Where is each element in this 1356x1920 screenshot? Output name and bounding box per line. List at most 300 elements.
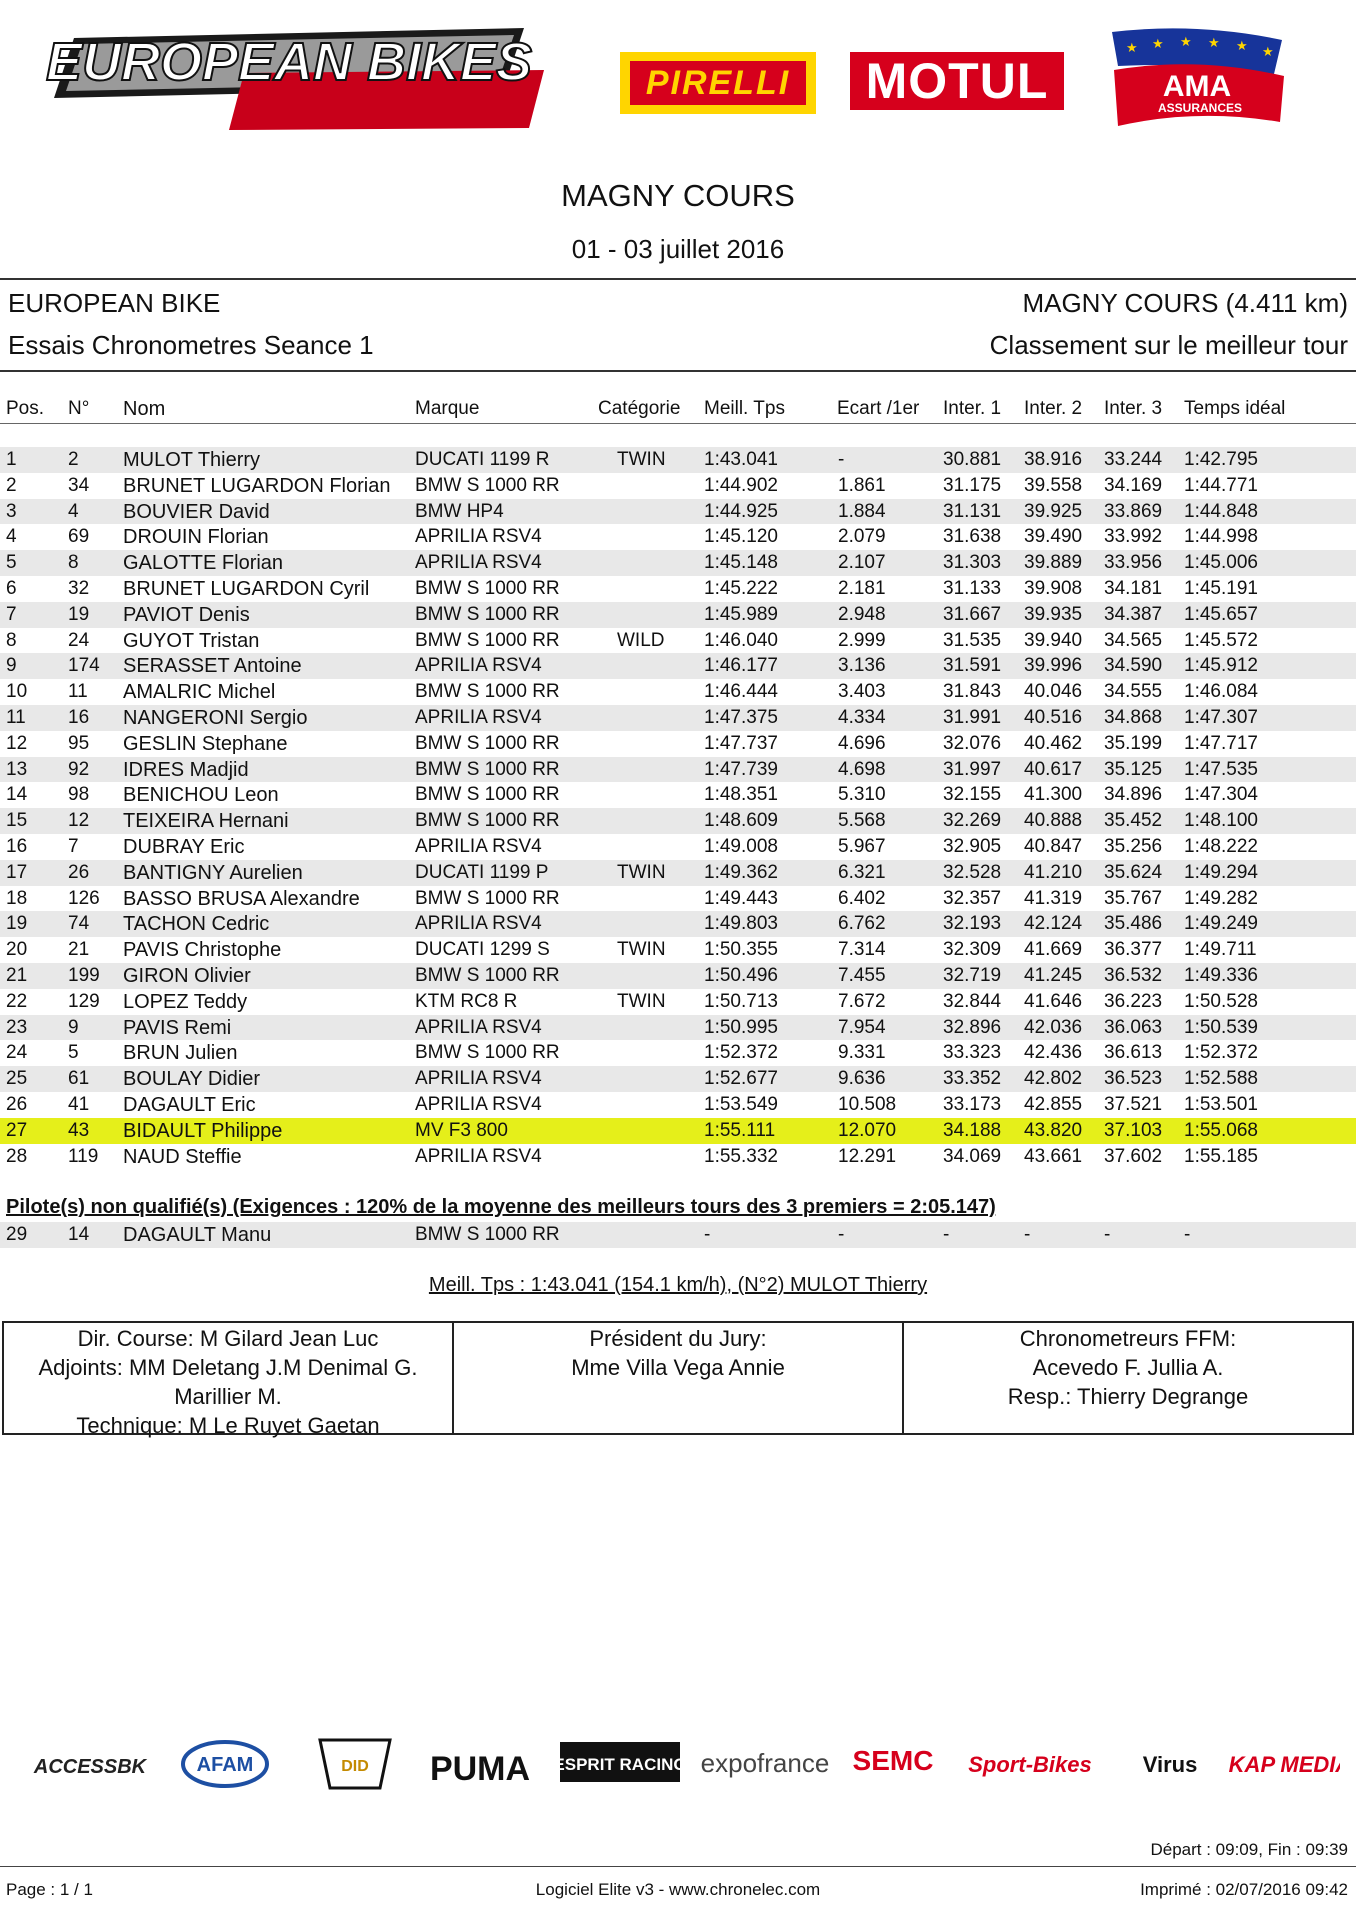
cell-num: 69 — [68, 526, 90, 548]
cell-nom: DROUIN Florian — [123, 526, 269, 549]
cell-inter3: 36.532 — [1104, 965, 1163, 986]
cell-marque: BMW S 1000 RR — [415, 474, 560, 496]
software-credit: Logiciel Elite v3 - www.chronelec.com — [535, 1880, 821, 1899]
cell-inter3: 36.223 — [1104, 990, 1163, 1012]
table-row — [0, 886, 1356, 912]
cell-pos: 29 — [6, 1224, 28, 1245]
cell-num: 5 — [68, 1042, 79, 1064]
svg-text:★: ★ — [1262, 45, 1274, 60]
cell-inter1: 31.843 — [943, 681, 1002, 703]
cell-inter2: 39.490 — [1024, 526, 1083, 548]
cell-inter2: 40.046 — [1024, 681, 1083, 703]
cell-marque: APRILIA RSV4 — [415, 707, 542, 728]
cell-num: 9 — [68, 1016, 79, 1038]
cell-inter2: 41.300 — [1024, 784, 1083, 806]
cell-inter2: 39.908 — [1024, 578, 1083, 599]
cell-pos: 23 — [6, 1016, 28, 1038]
cell-inter2: 43.820 — [1024, 1119, 1083, 1141]
table-row — [0, 989, 1356, 1015]
cell-inter1: 32.155 — [943, 784, 1002, 806]
cell-meill: 1:48.351 — [704, 784, 778, 806]
cell-inter3: 33.244 — [1104, 449, 1163, 470]
cell-ecart: 6.402 — [838, 887, 886, 909]
cell-ecart: 1.861 — [838, 474, 886, 496]
cell-inter1: 34.069 — [943, 1145, 1002, 1167]
cell-marque: MV F3 800 — [415, 1119, 508, 1141]
page-title: MAGNY COURS — [561, 178, 795, 213]
cell-meill: 1:46.040 — [704, 629, 778, 651]
cell-num: 98 — [68, 784, 90, 806]
table-row — [0, 911, 1356, 937]
cell-inter1: 33.173 — [943, 1094, 1002, 1115]
cell-ideal: 1:45.006 — [1184, 552, 1258, 574]
cell-inter1: 32.309 — [943, 939, 1002, 961]
cell-inter2: 42.802 — [1024, 1068, 1083, 1090]
cell-inter3: 35.199 — [1104, 732, 1163, 754]
cell-inter2: 40.888 — [1024, 810, 1083, 832]
cell-nom: NAUD Steffie — [123, 1145, 242, 1168]
cell-ideal: 1:44.848 — [1184, 500, 1258, 522]
cell-ideal: 1:45.572 — [1184, 629, 1258, 651]
cell-pos: 25 — [6, 1068, 28, 1090]
cell-nom: GUYOT Tristan — [123, 629, 260, 652]
cell-categorie: TWIN — [617, 449, 666, 470]
cell-meill: 1:53.549 — [704, 1094, 778, 1115]
cell-inter2: 41.245 — [1024, 965, 1083, 986]
cell-meill: 1:49.443 — [704, 887, 778, 909]
cell-ecart: 1.884 — [838, 500, 886, 522]
cell-pos: 13 — [6, 758, 28, 780]
cell-marque: BMW S 1000 RR — [415, 681, 560, 703]
cell-marque: BMW S 1000 RR — [415, 784, 560, 806]
table-row — [0, 524, 1356, 550]
cell-pos: 2 — [6, 474, 17, 496]
table-row — [0, 963, 1356, 989]
cell-marque: BMW S 1000 RR — [415, 578, 560, 599]
cell-inter1: 33.352 — [943, 1068, 1002, 1090]
cell-inter3: 34.868 — [1104, 707, 1163, 728]
cell-num: 2 — [68, 449, 79, 470]
cell-marque: KTM RC8 R — [415, 990, 518, 1012]
col-inter2: Inter. 2 — [1024, 398, 1083, 419]
table-row — [0, 937, 1356, 963]
cell-ecart: 4.698 — [838, 758, 886, 780]
cell-meill: 1:43.041 — [704, 449, 778, 470]
cell-inter2: 39.935 — [1024, 603, 1083, 625]
officials-table — [2, 1321, 1354, 1438]
col-marque: Marque — [415, 398, 480, 419]
cell-pos: 19 — [6, 913, 28, 935]
cell-nom: BRUNET LUGARDON Florian — [123, 474, 391, 497]
col-meill: Meill. Tps — [704, 398, 785, 419]
cell-inter1: 32.357 — [943, 887, 1002, 909]
cell-inter2: 40.516 — [1024, 707, 1083, 728]
cell-inter1: 31.131 — [943, 500, 1002, 522]
cell-num: 74 — [68, 913, 90, 935]
sponsor-logos — [20, 1728, 1340, 1798]
table-row — [0, 679, 1356, 705]
cell-meill: 1:47.739 — [704, 758, 778, 780]
cell-inter1: 32.719 — [943, 965, 1002, 986]
table-row — [0, 1015, 1356, 1041]
cell-nom: BOULAY Didier — [123, 1068, 261, 1091]
cell-meill: 1:52.372 — [704, 1042, 778, 1064]
col-inter1: Inter. 1 — [943, 398, 1002, 419]
cell-pos: 15 — [6, 810, 28, 832]
cell-nom: DAGAULT Manu — [123, 1224, 272, 1246]
cell-num: 126 — [68, 887, 100, 909]
series-name: EUROPEAN BIKE — [8, 288, 221, 318]
cell-ecart: 7.455 — [838, 965, 886, 986]
cell-ecart: 6.321 — [838, 861, 886, 883]
table-row — [0, 808, 1356, 834]
svg-text:AMA: AMA — [1162, 70, 1232, 103]
cell-meill: 1:45.120 — [704, 526, 778, 548]
cell-inter3: 34.181 — [1104, 578, 1163, 599]
cell-nom: GESLIN Stephane — [123, 732, 288, 755]
cell-ecart: 2.999 — [838, 629, 886, 651]
cell-marque: BMW S 1000 RR — [415, 629, 560, 651]
cell-meill: 1:49.008 — [704, 836, 778, 857]
cell-marque: APRILIA RSV4 — [415, 655, 542, 677]
cell-inter1: 31.303 — [943, 552, 1002, 574]
table-row — [0, 602, 1356, 628]
cell-inter2: - — [1024, 1224, 1031, 1245]
cell-ideal: 1:49.282 — [1184, 887, 1258, 909]
cell-marque: DUCATI 1199 R — [415, 449, 550, 470]
cell-ecart: 7.672 — [838, 990, 886, 1012]
cell-pos: 28 — [6, 1145, 28, 1167]
cell-ecart: 10.508 — [838, 1094, 897, 1115]
table-row — [0, 860, 1356, 886]
cell-meill: 1:47.375 — [704, 707, 778, 728]
cell-marque: DUCATI 1299 S — [415, 939, 550, 961]
cell-marque: BMW S 1000 RR — [415, 1224, 560, 1245]
session-name: Essais Chronometres Seance 1 — [8, 330, 374, 360]
cell-marque: BMW S 1000 RR — [415, 887, 560, 909]
cell-ecart: 5.568 — [838, 810, 886, 832]
cell-ideal: 1:52.588 — [1184, 1068, 1258, 1090]
cell-ecart: 6.762 — [838, 913, 886, 935]
cell-inter1: 32.905 — [943, 836, 1002, 857]
ama-logo — [1104, 26, 1290, 136]
cell-marque: BMW S 1000 RR — [415, 603, 560, 625]
cell-ideal: 1:49.711 — [1184, 939, 1257, 961]
table-row — [0, 473, 1356, 499]
cell-inter2: 40.617 — [1024, 758, 1083, 780]
cell-ideal: 1:47.717 — [1184, 732, 1258, 754]
cell-inter2: 42.036 — [1024, 1016, 1083, 1038]
cell-ideal: 1:45.912 — [1184, 655, 1258, 677]
cell-ideal: 1:49.249 — [1184, 913, 1258, 935]
svg-text:★: ★ — [1152, 37, 1164, 52]
cell-inter2: 41.210 — [1024, 861, 1083, 883]
cell-marque: BMW S 1000 RR — [415, 810, 560, 832]
cell-meill: 1:50.496 — [704, 965, 778, 986]
cell-meill: 1:45.222 — [704, 578, 778, 599]
cell-inter3: - — [1104, 1224, 1111, 1245]
sponsor-logo: SEMC — [852, 1745, 934, 1776]
cell-ideal: 1:44.771 — [1184, 474, 1258, 496]
cell-ideal: 1:55.185 — [1184, 1145, 1258, 1167]
cell-inter3: 35.624 — [1104, 861, 1163, 883]
sponsor-logo: ACCESSBK — [33, 1756, 147, 1778]
table-row — [0, 1222, 1356, 1248]
cell-nom: IDRES Madjid — [123, 758, 249, 781]
cell-inter1: 31.638 — [943, 526, 1002, 548]
session-times: Départ : 09:09, Fin : 09:39 — [1150, 1840, 1348, 1859]
svg-text:ASSURANCES: ASSURANCES — [1157, 101, 1243, 115]
cell-meill: 1:49.803 — [704, 913, 778, 935]
cell-ideal: 1:42.795 — [1184, 449, 1258, 470]
cell-meill: - — [704, 1224, 711, 1245]
cell-ecart: 2.107 — [838, 552, 886, 574]
cell-nom: GALOTTE Florian — [123, 552, 284, 575]
cell-inter1: 30.881 — [943, 449, 1002, 470]
divider — [0, 1866, 1356, 1867]
cell-num: 21 — [68, 939, 90, 961]
cell-pos: 22 — [6, 990, 28, 1012]
cell-marque: DUCATI 1199 P — [415, 861, 549, 883]
cell-ecart: - — [838, 1224, 845, 1245]
cell-meill: 1:47.737 — [704, 732, 778, 754]
sponsor-logo: PUMA — [429, 1750, 531, 1788]
cell-ideal: 1:44.998 — [1184, 526, 1258, 548]
cell-ideal: 1:50.528 — [1184, 990, 1258, 1012]
cell-num: 4 — [68, 500, 79, 522]
cell-inter3: 34.590 — [1104, 655, 1163, 677]
cell-num: 92 — [68, 758, 90, 780]
cell-marque: BMW S 1000 RR — [415, 732, 560, 754]
cell-meill: 1:52.677 — [704, 1068, 778, 1090]
pirelli-logo: PIRELLI — [620, 52, 816, 114]
cell-ecart: 3.403 — [838, 681, 886, 703]
cell-ecart: 2.948 — [838, 603, 886, 625]
cell-num: 19 — [68, 603, 90, 625]
cell-ideal: 1:53.501 — [1184, 1094, 1258, 1115]
table-row — [0, 1066, 1356, 1092]
cell-inter1: 32.076 — [943, 732, 1002, 754]
cell-num: 24 — [68, 629, 90, 651]
cell-inter3: 34.387 — [1104, 603, 1163, 625]
cell-pos: 16 — [6, 836, 28, 857]
divider — [0, 370, 1356, 372]
event-dates: 01 - 03 juillet 2016 — [571, 234, 785, 264]
cell-num: 95 — [68, 732, 90, 754]
cell-inter1: 31.535 — [943, 629, 1002, 651]
cell-nom: BANTIGNY Aurelien — [123, 861, 303, 884]
cell-num: 119 — [68, 1145, 99, 1167]
col-pos: Pos. — [6, 398, 45, 419]
cell-inter1: 31.591 — [943, 655, 1002, 677]
cell-inter3: 33.956 — [1104, 552, 1163, 574]
cell-nom: GIRON Olivier — [123, 965, 251, 987]
cell-nom: SERASSET Antoine — [123, 655, 302, 678]
sponsor-logo: Virus — [1142, 1752, 1198, 1777]
cell-inter2: 40.847 — [1024, 836, 1083, 857]
european-bikes-logo — [44, 18, 554, 133]
col-ideal: Temps idéal — [1184, 398, 1286, 419]
cell-marque: APRILIA RSV4 — [415, 1145, 542, 1167]
col-categorie: Catégorie — [598, 398, 681, 419]
cell-marque: APRILIA RSV4 — [415, 526, 542, 548]
cell-pos: 11 — [6, 707, 26, 728]
svg-text:★: ★ — [1236, 39, 1248, 54]
page-number: Page : 1 / 1 — [6, 1880, 93, 1899]
cell-inter2: 41.669 — [1024, 939, 1083, 961]
cell-ideal: 1:47.304 — [1184, 784, 1258, 806]
cell-inter3: 34.896 — [1104, 784, 1163, 806]
cell-inter2: 42.436 — [1024, 1042, 1083, 1064]
cell-inter1: 33.323 — [943, 1042, 1002, 1064]
cell-inter3: 35.452 — [1104, 810, 1163, 832]
cell-inter1: 31.997 — [943, 758, 1002, 780]
cell-num: 129 — [68, 990, 100, 1012]
cell-inter3: 34.565 — [1104, 629, 1163, 651]
table-row — [0, 499, 1356, 525]
cell-pos: 14 — [6, 784, 28, 806]
cell-meill: 1:44.925 — [704, 500, 778, 522]
cell-ideal: 1:52.372 — [1184, 1042, 1258, 1064]
sponsor-logo: expofrance — [700, 1748, 830, 1778]
col-ecart: Ecart /1er — [837, 398, 920, 419]
cell-meill: 1:46.444 — [704, 681, 778, 703]
officials-timekeepers: Chronometreurs FFM: Acevedo F. Jullia A. Resp.: Thierry Degrange — [902, 1323, 1352, 1433]
cell-nom: BRUNET LUGARDON Cyril — [123, 578, 370, 600]
cell-num: 41 — [68, 1094, 90, 1115]
motul-logo: MOTUL — [850, 52, 1064, 110]
non-qualified-title: Pilote(s) non qualifié(s) (Exigences : 120% de la moyenne des meilleurs tours des 3 premiers = 2:05.147) — [6, 1196, 996, 1218]
table-row — [0, 1092, 1356, 1118]
event-logo-text: EUROPEAN BIKES — [45, 32, 533, 92]
svg-text:★: ★ — [1126, 41, 1138, 56]
cell-inter1: 31.133 — [943, 578, 1002, 599]
cell-marque: APRILIA RSV4 — [415, 1016, 542, 1038]
cell-num: 174 — [68, 655, 100, 677]
table-row — [0, 757, 1356, 783]
cell-marque: APRILIA RSV4 — [415, 552, 542, 574]
cell-pos: 12 — [6, 732, 28, 754]
cell-marque: BMW HP4 — [415, 500, 504, 522]
cell-inter1: 32.844 — [943, 990, 1002, 1012]
cell-inter2: 41.319 — [1024, 887, 1083, 909]
cell-inter2: 39.558 — [1024, 474, 1083, 496]
sponsor-logo: AFAM — [196, 1754, 254, 1776]
cell-inter3: 37.521 — [1104, 1094, 1163, 1115]
cell-pos: 8 — [6, 629, 17, 651]
cell-nom: BENICHOU Leon — [123, 784, 279, 807]
cell-pos: 10 — [6, 681, 28, 703]
cell-pos: 27 — [6, 1119, 28, 1141]
cell-num: 8 — [68, 552, 79, 574]
cell-inter1: 31.991 — [943, 707, 1002, 728]
cell-ideal: 1:47.535 — [1184, 758, 1258, 780]
cell-marque: BMW S 1000 RR — [415, 1042, 560, 1064]
divider — [0, 423, 1356, 424]
cell-ideal: 1:50.539 — [1184, 1016, 1258, 1038]
cell-inter1: 32.269 — [943, 810, 1002, 832]
cell-pos: 26 — [6, 1094, 28, 1115]
svg-text:★: ★ — [1208, 36, 1220, 51]
cell-nom: PAVIOT Denis — [123, 603, 250, 626]
cell-ecart: 12.291 — [838, 1145, 897, 1167]
cell-pos: 1 — [6, 449, 17, 470]
cell-ecart: 2.181 — [838, 578, 886, 599]
cell-nom: BASSO BRUSA Alexandre — [123, 887, 360, 910]
cell-inter3: 34.169 — [1104, 474, 1163, 496]
cell-num: 7 — [68, 836, 79, 857]
circuit-name: MAGNY COURS (4.411 km) — [1022, 288, 1348, 318]
cell-num: 26 — [68, 861, 90, 883]
cell-meill: 1:45.989 — [704, 603, 778, 625]
cell-marque: BMW S 1000 RR — [415, 965, 560, 986]
cell-num: 32 — [68, 578, 90, 599]
table-row — [0, 731, 1356, 757]
cell-inter2: 39.889 — [1024, 552, 1083, 574]
cell-num: 12 — [68, 810, 90, 832]
cell-meill: 1:50.995 — [704, 1016, 778, 1038]
table-row — [0, 447, 1356, 473]
cell-ideal: 1:48.222 — [1184, 836, 1258, 857]
cell-num: 34 — [68, 474, 90, 496]
table-row — [0, 1040, 1356, 1066]
classification-type: Classement sur le meilleur tour — [989, 330, 1348, 360]
cell-ecart: 7.314 — [838, 939, 886, 961]
cell-meill: 1:55.332 — [704, 1145, 778, 1167]
svg-text:★: ★ — [1180, 35, 1192, 50]
cell-categorie: TWIN — [617, 990, 666, 1012]
divider — [0, 278, 1356, 280]
officials-jury: Président du Jury: Mme Villa Vega Annie — [452, 1323, 902, 1433]
cell-ecart: 9.636 — [838, 1068, 886, 1090]
cell-nom: PAVIS Christophe — [123, 939, 282, 962]
cell-nom: TACHON Cedric — [123, 913, 270, 936]
cell-inter3: 36.377 — [1104, 939, 1163, 961]
col-num: N° — [68, 398, 90, 419]
cell-inter3: 36.523 — [1104, 1068, 1163, 1090]
cell-nom: DAGAULT Eric — [123, 1094, 256, 1116]
table-row — [0, 782, 1356, 808]
cell-marque: BMW S 1000 RR — [415, 758, 560, 780]
svg-text:www.ama.fr: www.ama.fr — [1207, 118, 1245, 125]
printed-date: Imprimé : 02/07/2016 09:42 — [1140, 1880, 1348, 1899]
table-row — [0, 653, 1356, 679]
cell-ideal: 1:45.191 — [1184, 578, 1258, 599]
cell-ecart: 3.136 — [838, 655, 886, 677]
cell-inter1: 32.896 — [943, 1016, 1002, 1038]
cell-meill: 1:44.902 — [704, 474, 778, 496]
cell-inter3: 33.869 — [1104, 500, 1163, 522]
cell-inter2: 39.996 — [1024, 655, 1083, 677]
cell-inter3: 37.103 — [1104, 1119, 1163, 1141]
cell-ecart: 9.331 — [838, 1042, 886, 1064]
cell-pos: 24 — [6, 1042, 28, 1064]
cell-inter2: 39.940 — [1024, 629, 1083, 651]
col-nom: Nom — [123, 398, 166, 420]
cell-num: 11 — [68, 681, 88, 703]
cell-nom: DUBRAY Eric — [123, 836, 245, 858]
cell-categorie: WILD — [617, 629, 665, 651]
cell-nom: BRUN Julien — [123, 1042, 238, 1065]
cell-ecart: 4.696 — [838, 732, 886, 754]
cell-ecart: 7.954 — [838, 1016, 886, 1038]
cell-marque: APRILIA RSV4 — [415, 913, 542, 935]
cell-pos: 21 — [6, 965, 28, 986]
cell-meill: 1:48.609 — [704, 810, 778, 832]
cell-inter1: - — [943, 1224, 950, 1245]
cell-num: 14 — [68, 1224, 90, 1245]
cell-pos: 7 — [6, 603, 17, 625]
